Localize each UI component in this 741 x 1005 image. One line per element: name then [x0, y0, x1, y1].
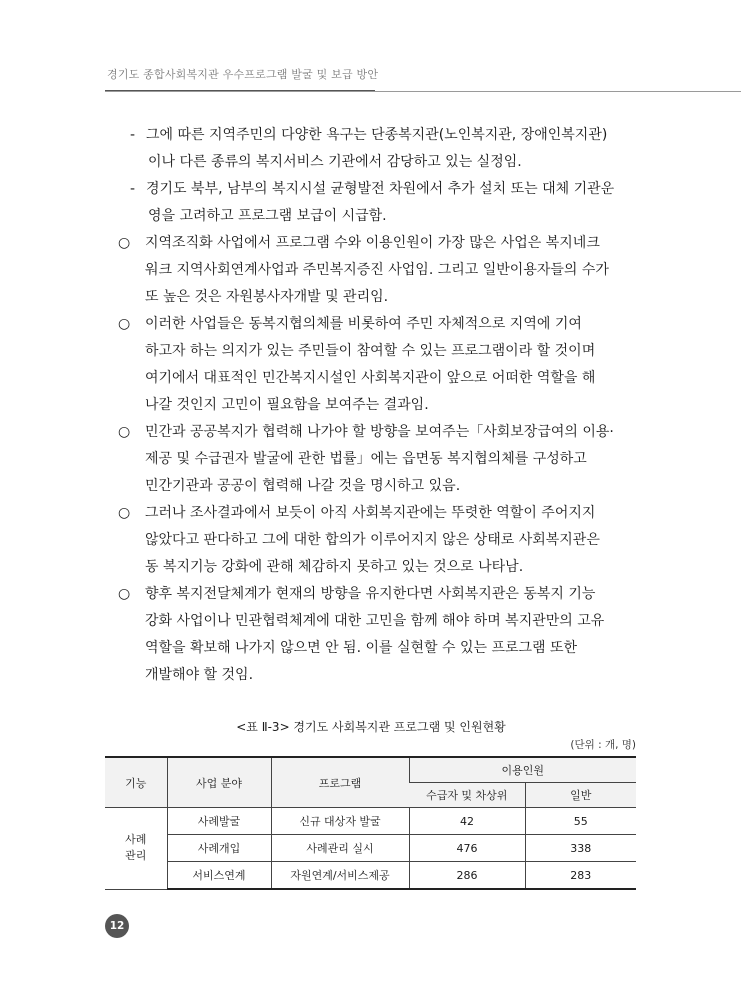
header-general: 일반	[525, 783, 636, 808]
table-caption: <표 Ⅱ-3> 경기도 사회복지관 프로그램 및 인원현황	[236, 720, 506, 734]
cell-general: 283	[525, 862, 636, 890]
paragraph-line: 민간기관과 공공이 협력해 나갈 것을 명시하고 있음.	[145, 478, 461, 494]
bullet-item-line	[112, 419, 644, 446]
group-cell: 사례 관리	[105, 808, 167, 890]
table-row	[105, 835, 636, 862]
circle-bullet-icon: ○	[118, 505, 131, 521]
paragraph-line: 또 높은 것은 자원봉사자개발 및 관리임.	[145, 289, 389, 305]
paragraph-line: 동 복지기능 강화에 관해 체감하지 못하고 있는 것으로 나타남.	[145, 559, 524, 575]
cell-area: 사례개입	[167, 835, 271, 862]
paragraph-line: 향후 복지전달체계가 현재의 방향을 유지한다면 사회복지관은 동복지 기능	[145, 586, 596, 602]
paragraph-line: 워크 지역사회연계사업과 주민복지증진 사업임. 그리고 일반이용자들의 수가	[145, 262, 609, 278]
cell-program: 신규 대상자 발굴	[271, 808, 409, 835]
paragraph-line: 영을 고려하고 프로그램 보급이 시급함.	[148, 208, 387, 224]
header-program: 프로그램	[271, 757, 409, 808]
paragraph-line: 여기에서 대표적인 민간복지시설인 사회복지관이 앞으로 어떠한 역할을 해	[145, 370, 596, 386]
paragraph-line: 이러한 사업들은 동복지협의체를 비롯하여 주민 자체적으로 지역에 기여	[145, 316, 582, 332]
paragraph-line: 하고자 하는 의지가 있는 주민들이 참여할 수 있는 프로그램이라 할 것이며	[145, 343, 596, 359]
header-title: 경기도 종합사회복지관 우수프로그램 발굴 및 보급 방안	[107, 68, 379, 81]
bullet-item-line	[112, 581, 644, 608]
cell-area: 서비스연계	[167, 862, 271, 890]
circle-bullet-icon: ○	[118, 235, 131, 251]
table-row	[105, 808, 636, 835]
header-area: 사업 분야	[167, 757, 271, 808]
dash-item-line	[112, 176, 644, 203]
circle-bullet-icon: ○	[118, 316, 131, 332]
paragraph-line: 그러나 조사결과에서 보듯이 아직 사회복지관에는 뚜렷한 역할이 주어지지	[145, 505, 596, 521]
dash-item-line	[112, 122, 644, 149]
cell-area: 사례발굴	[167, 808, 271, 835]
paragraph-line: 개발해야 할 것임.	[145, 667, 254, 683]
paragraph-line: 민간과 공공복지가 협력해 나가야 할 방향을 보여주는「사회보장급여의 이용·	[145, 424, 614, 440]
dash-marker: -	[130, 127, 136, 143]
table-row	[105, 862, 636, 890]
paragraph-line: 지역조직화 사업에서 프로그램 수와 이용인원이 가장 많은 사업은 복지네크	[145, 235, 600, 251]
paragraph-line: 역할을 확보해 나가지 않으면 안 됨. 이를 실현할 수 있는 프로그램 또한	[145, 640, 578, 656]
page-number-badge: 12	[105, 914, 129, 938]
data-table	[105, 756, 636, 890]
paragraph-line: 경기도 북부, 남부의 복지시설 균형발전 차원에서 추가 설치 또는 대체 기관운	[146, 181, 615, 197]
bullet-item-line	[112, 500, 644, 527]
circle-bullet-icon: ○	[118, 586, 131, 602]
cell-recipients: 286	[409, 862, 525, 890]
cell-program: 자원연계/서비스제공	[271, 862, 409, 890]
circle-bullet-icon: ○	[118, 424, 131, 440]
bullet-item-line	[112, 230, 644, 257]
paragraph-line: 이나 다른 종류의 복지서비스 기관에서 감당하고 있는 실정임.	[148, 154, 522, 170]
header-rule	[105, 91, 741, 92]
paragraph-line: 제공 및 수급권자 발굴에 관한 법률」에는 읍면동 복지협의체를 구성하고	[145, 451, 587, 467]
table-unit: (단위 : 개, 명)	[570, 739, 636, 751]
paragraph-line: 강화 사업이나 민관협력체계에 대한 고민을 함께 해야 하며 복지관만의 고유	[145, 613, 605, 629]
cell-general: 338	[525, 835, 636, 862]
cell-recipients: 42	[409, 808, 525, 835]
paragraph-line: 나갈 것인지 고민이 필요함을 보여주는 결과임.	[145, 397, 429, 413]
header-function: 기능	[105, 757, 167, 808]
paragraph-line: 그에 따른 지역주민의 다양한 욕구는 단종복지관(노인복지관, 장애인복지관)	[146, 127, 608, 143]
dash-marker: -	[130, 181, 136, 197]
cell-program: 사례관리 실시	[271, 835, 409, 862]
cell-recipients: 476	[409, 835, 525, 862]
header-recipients: 수급자 및 차상위	[409, 783, 525, 808]
cell-general: 55	[525, 808, 636, 835]
body-text	[112, 122, 644, 689]
paragraph-line: 않았다고 판다하고 그에 대한 합의가 이루어지지 않은 상태로 사회복지관은	[145, 532, 600, 548]
bullet-item-line	[112, 311, 644, 338]
header-users: 이용인원	[409, 757, 636, 783]
